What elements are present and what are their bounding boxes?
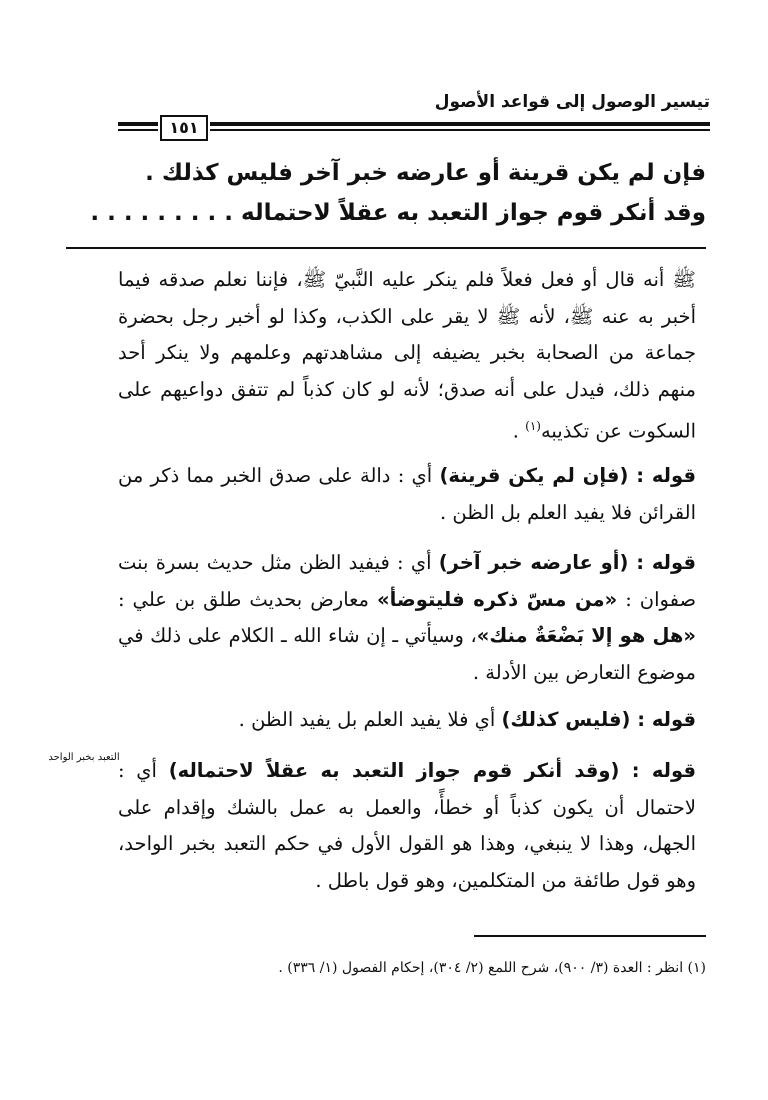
header-rule-thin-right [210,129,710,131]
matn-line-2: وقد أنكر قوم جواز التعبد به عقلاً لاحتماله . . . . . . . . . [90,200,706,226]
commentary-text: أي : لاحتمال أن يكون كذباً أو خطأً، والعمل به عمل بالشك وإقدام على الجهل، وهذا لا ينبغي، وهذا هو القول الأول في حكم التعبد بخبر الواحد، وهو قول طائفة من المتكلمين، وهو قول باطل . [118,759,696,892]
commentary-text: معارض بحديث طلق بن علي : [118,587,377,611]
running-title: تيسير الوصول إلى قواعد الأصول [434,92,710,112]
qawluhu-label: قوله : [619,759,696,782]
page-number: ١٥١ [160,115,208,141]
header-rule-thin-left [118,129,158,131]
header-rule [118,117,710,139]
footnote-ref[interactable]: (١) [525,419,541,433]
quoted-matn: (أو عارضه خبر آخر) [438,551,629,574]
commentary-paragraph-4 [118,702,696,739]
commentary-paragraph-3 [118,545,696,691]
header-rule-thick-right [210,122,710,126]
commentary-text: أي فلا يفيد العلم بل يفيد الظن . [238,708,502,731]
commentary-paragraph-2 [118,458,696,531]
commentary-paragraph-5 [118,753,696,899]
qawluhu-label: قوله : [628,551,696,574]
footnote: (١) انظر : العدة (٣/ ٩٠٠)، شرح اللمع (٢/ ٣٠٤)، إحكام الفصول (١/ ٣٣٦) . [278,960,706,976]
quoted-matn: (فإن لم يكن قرينة) [439,464,629,487]
commentary-text: أي : دالة على صدق الخبر مما ذكر من القرائن فلا يفيد العلم بل الظن . [118,464,696,524]
commentary-paragraph-1 [118,262,696,450]
margin-note: التعبد بخبر الواحد [48,752,120,763]
matn-separator [66,247,706,249]
header-rule-thick-left [118,122,158,126]
qawluhu-label: قوله : [630,708,696,731]
footnote-separator [474,935,706,937]
commentary-text-end: . [512,419,526,443]
commentary-text: ﷺ أنه قال أو فعل فعلاً فلم ينكر عليه النَّبيّ ﷺ، فإننا نعلم صدقه فيما أخبر به عنه ﷺ، لأنه ﷺ لا يقر على الكذب، وكذا لو أخبر رجل بحضرة جماعة من الصحابة بخبر يضيفه إلى مشاهدتهم وعلمهم ولا ينكر أحد منهم ذلك، فيدل على أنه صدق؛ لأنه لو كان كذباً لم تتفق دواعيهم على السكوت عن تكذيبه [118,268,696,443]
hadith-quote-1: «من مسّ ذكره فليتوضأ» [376,587,618,611]
matn-line-1: فإن لم يكن قرينة أو عارضه خبر آخر فليس كذلك . [145,160,706,186]
commentary-text: ، وسيأتي ـ إن شاء الله ـ الكلام على ذلك في موضوع التعارض بين الأدلة . [118,624,696,684]
quoted-matn: (فليس كذلك) [501,708,631,731]
qawluhu-label: قوله : [628,464,696,487]
commentary-text: أي : فيفيد الظن مثل حديث بسرة بنت صفوان : [118,551,697,611]
quoted-matn: (وقد أنكر قوم جواز التعبد به عقلاً لاحتماله) [168,759,620,782]
hadith-quote-2: «هل هو إلا بَضْعَةٌ منك» [476,624,696,647]
